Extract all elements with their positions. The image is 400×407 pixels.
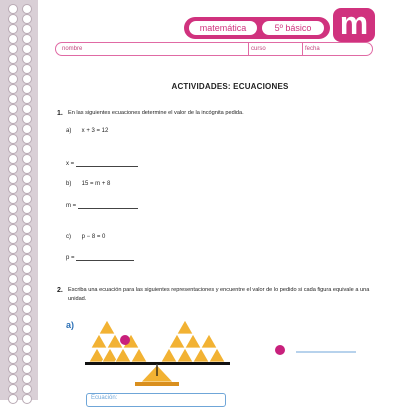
subject-logo: m: [333, 8, 375, 42]
question-1-prompt: En las siguientes ecuaciones determine el valor de la incógnita pedida.: [68, 110, 244, 116]
binder-hole: [8, 114, 18, 124]
binder-hole: [22, 304, 32, 314]
binder-hole: [8, 84, 18, 94]
right-triangle-pile: [161, 320, 225, 362]
binder-hole: [8, 154, 18, 164]
binder-hole: [8, 314, 18, 324]
date-field-label: fecha: [305, 46, 320, 52]
ball-answer-line: [274, 344, 358, 356]
binder-hole: [22, 44, 32, 54]
binder-hole: [22, 394, 32, 404]
binder-hole: [8, 204, 18, 214]
student-info-bar: [55, 42, 373, 56]
balance-scale-illustration: [85, 318, 235, 388]
answer-b-label: m =: [66, 203, 77, 209]
left-ball: [120, 335, 130, 345]
binder-hole: [22, 124, 32, 134]
binder-hole: [22, 214, 32, 224]
binder-hole: [22, 314, 32, 324]
binder-hole: [8, 24, 18, 34]
scale-foot: [135, 382, 179, 386]
subject-label: matemática: [189, 21, 257, 35]
binder-hole: [8, 324, 18, 334]
binder-hole: [8, 234, 18, 244]
binder-hole: [22, 384, 32, 394]
binder-hole: [22, 4, 32, 14]
equation-c-text: p − 8 = 0: [81, 234, 106, 240]
binder-hole: [8, 134, 18, 144]
binder-hole: [8, 14, 18, 24]
binder-hole: [22, 334, 32, 344]
binder-hole: [8, 254, 18, 264]
binder-hole: [8, 244, 18, 254]
binder-hole: [22, 94, 32, 104]
course-field-label: curso: [251, 46, 266, 52]
binder-hole: [8, 274, 18, 284]
binder-hole: [22, 264, 32, 274]
binder-hole: [22, 354, 32, 364]
binder-hole: [8, 4, 18, 14]
equation-c-marker: c): [66, 234, 71, 240]
binder-hole: [8, 74, 18, 84]
binder-hole: [8, 294, 18, 304]
binder-hole: [8, 194, 18, 204]
equation-box-label: Ecuación:: [91, 395, 118, 401]
binder-hole: [8, 144, 18, 154]
binder-hole: [8, 64, 18, 74]
binder-hole: [8, 304, 18, 314]
binder-hole: [22, 204, 32, 214]
binder-hole: [22, 54, 32, 64]
binder-hole: [8, 224, 18, 234]
binder-hole: [22, 154, 32, 164]
binder-hole: [22, 104, 32, 114]
answer-a: [66, 161, 138, 167]
binder-strip: [0, 0, 38, 400]
binder-hole: [22, 64, 32, 74]
binder-hole: [8, 214, 18, 224]
binder-hole: [8, 164, 18, 174]
binder-hole: [8, 264, 18, 274]
scale-beam: [85, 362, 230, 365]
answer-c: [66, 255, 134, 261]
equation-a-marker: a): [66, 128, 72, 134]
answer-a-label: x =: [66, 161, 75, 167]
binder-hole: [22, 284, 32, 294]
binder-hole: [22, 24, 32, 34]
binder-hole: [22, 194, 32, 204]
binder-hole: [8, 174, 18, 184]
equation-a-text: x + 3 = 12: [81, 128, 109, 134]
question-2-prompt: Escriba una ecuación para las siguientes representaciones y encuentre el valor de lo pedido si cada figura equivale a una unidad.: [68, 287, 370, 302]
question-1-number: 1.: [57, 110, 63, 117]
left-triangle-pile: [89, 320, 147, 362]
grade-label: 5º básico: [262, 21, 324, 35]
binder-hole: [22, 164, 32, 174]
answer-a-blank[interactable]: [76, 166, 138, 167]
page-title: ACTIVIDADES: ECUACIONES: [171, 82, 289, 91]
binder-hole: [22, 234, 32, 244]
equation-b-text: 15 = m + 8: [81, 181, 111, 187]
question-2-number: 2.: [57, 287, 63, 294]
binder-hole: [22, 14, 32, 24]
binder-hole: [22, 144, 32, 154]
answer-ball: [275, 345, 285, 355]
equation-box[interactable]: [86, 393, 226, 407]
binder-hole: [22, 174, 32, 184]
binder-hole: [8, 124, 18, 134]
binder-hole: [22, 294, 32, 304]
binder-hole: [22, 224, 32, 234]
answer-b-blank[interactable]: [78, 208, 138, 209]
binder-hole: [8, 34, 18, 44]
binder-hole: [8, 354, 18, 364]
equation-b-marker: b): [66, 181, 72, 187]
equation-a: [66, 128, 108, 134]
binder-hole: [22, 244, 32, 254]
binder-hole: [22, 114, 32, 124]
binder-hole: [22, 84, 32, 94]
binder-hole: [22, 184, 32, 194]
binder-hole: [22, 134, 32, 144]
binder-hole: [22, 274, 32, 284]
binder-hole: [8, 104, 18, 114]
binder-hole: [8, 384, 18, 394]
binder-hole: [22, 324, 32, 334]
binder-hole: [8, 54, 18, 64]
binder-hole: [8, 334, 18, 344]
binder-hole: [8, 184, 18, 194]
answer-c-blank[interactable]: [76, 260, 134, 261]
binder-hole: [8, 44, 18, 54]
binder-hole: [8, 94, 18, 104]
answer-c-label: p =: [66, 255, 75, 261]
binder-hole: [22, 74, 32, 84]
binder-hole: [22, 254, 32, 264]
header-pill: [184, 17, 330, 39]
binder-hole: [8, 284, 18, 294]
part-a-marker: a): [66, 320, 75, 330]
equation-c: [66, 234, 105, 240]
binder-hole: [8, 374, 18, 384]
answer-b: [66, 203, 138, 209]
binder-hole: [22, 344, 32, 354]
binder-hole: [22, 34, 32, 44]
name-field-label: nombre: [62, 46, 83, 52]
binder-hole: [8, 344, 18, 354]
binder-hole: [8, 364, 18, 374]
binder-hole: [22, 364, 32, 374]
equation-b: [66, 181, 110, 187]
binder-hole: [8, 394, 18, 404]
binder-hole: [22, 374, 32, 384]
